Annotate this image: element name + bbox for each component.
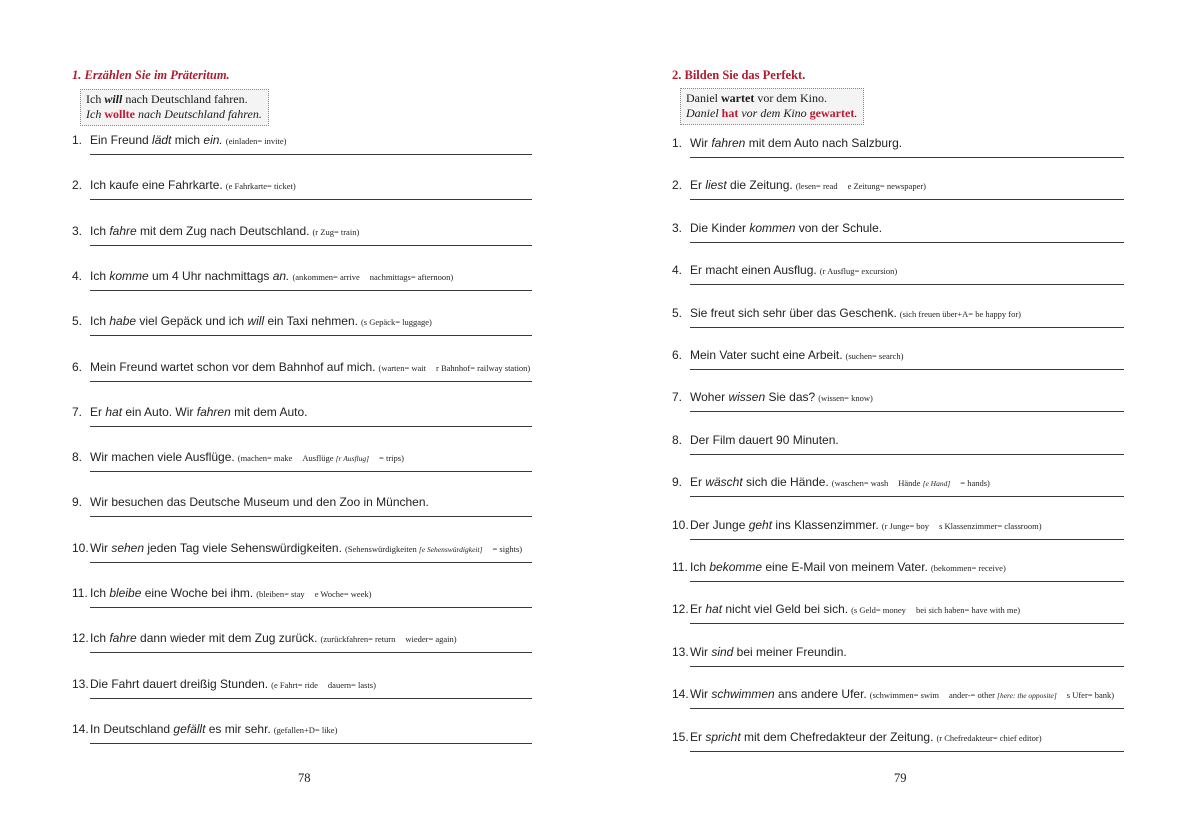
hint-text: wieder= again) (405, 634, 457, 645)
answer-line[interactable] (690, 199, 1124, 200)
answer-line[interactable] (90, 426, 532, 427)
vocabulary-hint (256, 589, 371, 599)
sentence-text: mit dem Auto nach Salzburg. (745, 136, 903, 150)
sentence-text: die Zeitung. (726, 178, 793, 193)
exercise-item (72, 449, 532, 467)
example-text: Daniel (686, 106, 722, 120)
vocabulary-hint (851, 605, 1020, 615)
sentence-text: ins Klassenzimmer. (772, 517, 879, 532)
exercise-number: 12. (72, 631, 89, 646)
exercise-item (72, 721, 532, 738)
hint-text: (zurückfahren= return (320, 634, 396, 645)
exercise-item (672, 559, 1124, 576)
exercise-item (72, 177, 532, 194)
sentence-text: Die Fahrt dauert dreißig Stunden. (90, 676, 269, 691)
example-text: wartet (721, 91, 755, 105)
answer-line[interactable] (690, 751, 1124, 752)
exercise-item (72, 268, 532, 285)
exercise-sentence (672, 517, 1124, 534)
sentence-text: fahre (109, 631, 137, 646)
example-line-past (86, 107, 262, 122)
example-box (680, 88, 864, 125)
exercise-item (672, 474, 1124, 492)
exercise-sentence (672, 220, 1124, 236)
exercise-sentence (672, 644, 1124, 660)
sentence-text: Der Film dauert 90 Minuten. (690, 432, 839, 447)
exercise-number: 7. (72, 404, 83, 419)
vocabulary-hint (936, 733, 1041, 743)
exercise-sentence (72, 630, 532, 647)
sentence-text: In Deutschland (90, 721, 174, 736)
answer-line[interactable] (690, 539, 1124, 540)
hint-text: (bleiben= stay (256, 589, 305, 599)
sentence-text: Woher (690, 390, 729, 405)
sentence-text: Ein Freund (90, 133, 153, 147)
exercise-item (672, 177, 1124, 194)
exercise-sentence (672, 559, 1124, 576)
answer-line[interactable] (90, 516, 532, 517)
answer-line[interactable] (90, 562, 532, 563)
vocabulary-hint (846, 351, 904, 361)
hint-text: (waschen= wash (831, 478, 889, 489)
exercise-number: 11. (72, 586, 88, 600)
sentence-text: Ich (90, 631, 110, 646)
exercise-number: 14. (72, 721, 89, 736)
exercise-item (672, 517, 1124, 534)
sentence-text: gefällt (173, 721, 206, 736)
vocabulary-hint (796, 181, 926, 191)
answer-line[interactable] (690, 496, 1124, 497)
answer-line[interactable] (90, 607, 532, 608)
hint-text: (e Fahrkarte= ticket) (225, 181, 296, 192)
exercise-number: 5. (72, 314, 83, 329)
vocabulary-hint (226, 181, 296, 191)
example-text: Ich (86, 107, 105, 121)
answer-line[interactable] (90, 154, 532, 155)
sentence-text: wäscht (705, 475, 743, 490)
exercise-item (672, 729, 1124, 746)
sentence-text: dann wieder mit dem Zug zurück. (136, 631, 318, 646)
exercise-sentence (72, 676, 532, 693)
hint-text: Ausflüge (302, 453, 336, 464)
example-text: gewartet (809, 106, 855, 120)
vocabulary-hint (820, 266, 898, 276)
sentence-text: Er (690, 475, 706, 490)
answer-line[interactable] (90, 245, 532, 246)
sentence-text: bei meiner Freundin. (733, 644, 847, 659)
exercise-number: 14. (672, 687, 689, 702)
hint-text: (suchen= search) (845, 351, 904, 361)
hint-text: (e Fahrt= ride (271, 679, 318, 690)
answer-line[interactable] (90, 290, 532, 291)
hint-text: (s Gepäck= luggage) (360, 317, 432, 328)
sentence-text: sich die Hände. (742, 475, 829, 490)
sentence-text: Er (90, 404, 106, 419)
sentence-text: spricht (705, 729, 741, 744)
exercise-item (672, 601, 1124, 618)
sentence-text: lädt (152, 133, 172, 147)
sentence-text: Mein Vater sucht eine Arbeit. (690, 348, 843, 362)
sentence-text: bekomme (709, 560, 763, 574)
example-text: vor dem Kino. (754, 91, 827, 105)
answer-line[interactable] (90, 381, 532, 382)
sentence-text: viel Gepäck und ich (136, 314, 248, 329)
hint-text: bei sich haben= have with me) (915, 605, 1021, 616)
exercise-item (72, 676, 532, 693)
sentence-text: mit dem Auto. (230, 404, 308, 419)
vocabulary-hint (274, 725, 338, 735)
exercise-item (72, 404, 532, 420)
hint-text: nachmittags= afternoon) (369, 271, 454, 282)
exercise-number: 6. (672, 348, 683, 362)
vocabulary-hint (271, 680, 376, 690)
exercise-sentence (72, 585, 532, 602)
exercise-sentence (72, 540, 532, 558)
answer-line[interactable] (690, 284, 1124, 285)
hint-text: (machen= make (237, 453, 293, 464)
exercise-number: 9. (72, 495, 83, 510)
exercise-number: 15. (672, 729, 689, 744)
vocabulary-hint (226, 136, 287, 146)
hint-text: (lesen= read (795, 181, 838, 192)
sentence-text: es mir sehr. (205, 721, 271, 736)
exercise-number: 6. (72, 359, 83, 374)
exercise-item (672, 262, 1124, 279)
sentence-text: fahren (711, 136, 746, 150)
sentence-text: Mein Freund wartet schon vor dem Bahnhof auf mich. (90, 359, 376, 374)
hint-text: e Zeitung= newspaper) (847, 181, 927, 192)
exercise-number: 13. (672, 644, 689, 659)
sentence-text: Ich (90, 223, 110, 238)
sentence-text: hat (105, 404, 123, 419)
hint-text: r Bahnhof= railway station) (436, 362, 531, 373)
answer-line[interactable] (90, 199, 532, 200)
answer-line[interactable] (690, 411, 1124, 412)
vocabulary-hint (818, 393, 873, 403)
page-right (672, 0, 1124, 829)
answer-line[interactable] (690, 157, 1124, 158)
hint-text: s Klassenzimmer= classroom) (939, 520, 1042, 531)
hint-text: (warten= wait (378, 362, 426, 373)
vocabulary-hint (378, 363, 530, 373)
sentence-text: Wir (690, 136, 712, 150)
exercise-item (72, 223, 532, 240)
vocabulary-hint (238, 453, 404, 463)
exercise-number: 4. (672, 263, 683, 278)
hint-text: (r Zug= train) (312, 226, 360, 237)
sentence-text: mit dem Zug nach Deutschland. (136, 223, 310, 238)
exercise-item (72, 313, 532, 330)
exercise-number: 12. (672, 602, 689, 617)
sentence-text: schwimmen (711, 687, 775, 702)
sentence-text: mich (171, 133, 204, 147)
exercise-sentence (672, 135, 1124, 151)
sentence-text: hat (705, 602, 723, 617)
exercise-sentence (72, 313, 532, 330)
answer-line[interactable] (690, 581, 1124, 582)
answer-line[interactable] (90, 743, 532, 744)
sentence-text: ans andere Ufer. (774, 687, 867, 702)
example-line-present (86, 92, 262, 107)
sentence-text: sind (711, 644, 734, 659)
exercise-sentence (72, 177, 532, 194)
sentence-text: Ich (90, 314, 110, 329)
hint-text: [r Ausflug] (335, 454, 370, 464)
vocabulary-hint (900, 309, 1021, 319)
exercise-number: 3. (672, 220, 683, 235)
exercise-number: 1. (72, 133, 83, 147)
example-text: Ich (86, 92, 105, 106)
exercise-number: 9. (672, 475, 683, 490)
exercise-number: 7. (672, 390, 683, 405)
example-text: vor dem Kino (738, 106, 810, 120)
exercise-item (672, 305, 1124, 322)
sentence-text: Er (690, 729, 706, 744)
exercise-sentence (672, 729, 1124, 746)
sentence-text: eine Woche bei ihm. (141, 586, 254, 600)
hint-text: (gefallen+D= like) (273, 724, 338, 735)
vocabulary-hint (832, 478, 990, 488)
hint-text: Hände (898, 478, 923, 489)
exercise-item (672, 220, 1124, 236)
exercise-number: 10. (72, 540, 89, 555)
sentence-text: bleibe (109, 586, 142, 600)
vocabulary-hint (292, 272, 453, 282)
exercise-item (72, 585, 532, 602)
vocabulary-hint (931, 563, 1006, 573)
exercise-sentence (672, 389, 1124, 406)
sentence-text: von der Schule. (795, 220, 883, 235)
sentence-text: Die Kinder (690, 220, 750, 235)
exercise-sentence (672, 305, 1124, 322)
example-text: will (104, 92, 123, 106)
sentence-text: Wir machen viele Ausflüge. (90, 450, 235, 465)
hint-text: (sich freuen über+A= be happy for) (899, 308, 1022, 319)
sentence-text: um 4 Uhr nachmittags (148, 268, 273, 283)
page-number: 78 (298, 771, 311, 785)
exercise-number: 2. (72, 178, 83, 193)
exercise-item (672, 347, 1124, 364)
example-text: hat (721, 106, 739, 120)
hint-text: (ankommen= arrive (292, 271, 360, 282)
example-text: wollte (104, 107, 135, 121)
exercise-sentence (72, 359, 532, 376)
answer-line[interactable] (90, 471, 532, 472)
exercise-sentence (672, 601, 1124, 618)
exercise-number: 4. (72, 268, 83, 283)
hint-text: (r Junge= boy (881, 520, 930, 531)
hint-text: (s Geld= money (851, 605, 906, 616)
exercise-number: 1. (672, 136, 683, 150)
exercise-item (672, 686, 1124, 704)
sentence-text: geht (748, 517, 773, 532)
sentence-text: Ich kaufe eine Fahrkarte. (90, 178, 223, 193)
sentence-text: Der Junge (690, 517, 749, 532)
sentence-text: liest (705, 178, 727, 193)
example-box (80, 89, 269, 126)
sentence-text: komme (109, 268, 149, 283)
exercise-title: 2. Bilden Sie das Perfekt. (672, 68, 806, 82)
exercise-item (672, 389, 1124, 406)
answer-line[interactable] (690, 708, 1124, 709)
example-line-perfect (686, 106, 857, 121)
sentence-text: ein. (203, 133, 223, 147)
hint-text: ander-= other (949, 690, 998, 701)
vocabulary-hint (312, 227, 359, 237)
hint-text: = trips) (379, 453, 404, 464)
exercise-sentence (72, 268, 532, 285)
sentence-text: fahre (109, 223, 137, 238)
sentence-text: wissen (728, 390, 766, 405)
hint-text: (schwimmen= swim (869, 690, 939, 701)
vocabulary-hint (320, 634, 456, 644)
hint-text: (bekommen= receive) (930, 563, 1006, 573)
exercise-number: 5. (672, 305, 683, 320)
sentence-text: Wir (690, 687, 712, 702)
vocabulary-hint (361, 317, 432, 327)
exercise-number: 13. (72, 676, 89, 691)
sentence-text: ein Taxi nehmen. (264, 314, 358, 329)
answer-line[interactable] (690, 666, 1124, 667)
hint-text: (einladen= invite) (225, 136, 287, 146)
vocabulary-hint (345, 544, 522, 554)
sentence-text: Er (690, 602, 706, 617)
hint-text: (Sehenswürdigkeiten (344, 543, 419, 554)
sentence-text: eine E-Mail von meinem Vater. (762, 560, 928, 574)
exercise-number: 8. (72, 450, 83, 465)
example-line-present (686, 91, 857, 106)
page-number: 79 (894, 771, 907, 785)
exercise-number: 3. (72, 223, 83, 238)
answer-line[interactable] (690, 623, 1124, 624)
exercise-item (72, 630, 532, 647)
sentence-text: Sie freut sich sehr über das Geschenk. (690, 305, 897, 320)
sentence-text: Er macht einen Ausflug. (690, 263, 817, 278)
exercise-item (72, 359, 532, 376)
exercise-sentence (672, 177, 1124, 194)
exercise-title: 1. Erzählen Sie im Präteritum. (72, 68, 230, 82)
hint-text: [here: the opposite] (997, 691, 1057, 701)
exercise-item (672, 644, 1124, 660)
sentence-text: kommen (749, 220, 796, 235)
hint-text: e Woche= week) (314, 589, 372, 599)
vocabulary-hint (882, 521, 1042, 531)
hint-text: [e Sehenswürdigkeit] (418, 544, 483, 554)
exercise-sentence (72, 494, 532, 510)
sentence-text: Ich (90, 268, 110, 283)
answer-line[interactable] (90, 652, 532, 653)
exercise-sentence (72, 223, 532, 240)
sentence-text: Wir (690, 644, 712, 659)
exercise-sentence (672, 686, 1124, 704)
answer-line[interactable] (690, 327, 1124, 328)
sentence-text: nicht viel Geld bei sich. (722, 602, 849, 617)
sentence-text: Wir besuchen das Deutsche Museum und den Zoo in München. (90, 495, 429, 510)
sentence-text: sehen (111, 540, 145, 555)
sentence-text: Ich (690, 560, 710, 574)
sentence-text: Sie das? (765, 390, 816, 405)
sentence-text: Er (690, 178, 706, 193)
exercise-sentence (72, 132, 532, 149)
sentence-text: mit dem Chefredakteur der Zeitung. (740, 729, 934, 744)
exercise-number: 10. (672, 517, 689, 532)
exercise-item (72, 132, 532, 149)
exercise-item (72, 540, 532, 558)
sentence-text: habe (109, 314, 137, 329)
example-text: . (854, 106, 858, 120)
hint-text: [e Hand] (922, 479, 951, 489)
hint-text: = sights) (492, 543, 523, 554)
sentence-text: will (247, 314, 265, 329)
vocabulary-hint (870, 690, 1114, 700)
exercise-sentence (672, 432, 1124, 448)
exercise-sentence (672, 262, 1124, 279)
hint-text: (wissen= know) (818, 393, 873, 404)
example-text: nach Deutschland fahren. (134, 107, 262, 121)
exercise-sentence (672, 347, 1124, 364)
sentence-text: jeden Tag viele Sehenswürdigkeiten. (144, 540, 342, 555)
exercise-item (672, 135, 1124, 151)
answer-line[interactable] (690, 242, 1124, 243)
exercise-item (672, 432, 1124, 448)
exercise-sentence (672, 474, 1124, 492)
answer-line[interactable] (90, 335, 532, 336)
exercise-sentence (72, 721, 532, 738)
exercise-number: 8. (672, 432, 683, 447)
exercise-number: 2. (672, 178, 683, 193)
hint-text: = hands) (960, 478, 990, 489)
answer-line[interactable] (90, 698, 532, 699)
sentence-text: Wir (90, 540, 112, 555)
example-text: nach Deutschland fahren. (122, 92, 248, 106)
exercise-number: 11. (672, 560, 688, 574)
example-text: Daniel (686, 91, 721, 105)
sentence-text: fahren (196, 404, 231, 419)
hint-text: dauern= lasts) (327, 679, 376, 690)
exercise-sentence (72, 449, 532, 467)
page-left (72, 0, 532, 829)
sentence-text: Ich (90, 586, 110, 600)
exercise-item (72, 494, 532, 510)
sentence-text: ein Auto. Wir (122, 404, 197, 419)
hint-text: (r Chefredakteur= chief editor) (936, 732, 1042, 743)
exercise-sentence (72, 404, 532, 420)
answer-line[interactable] (690, 369, 1124, 370)
sentence-text: an. (272, 268, 290, 283)
answer-line[interactable] (690, 454, 1124, 455)
hint-text: (r Ausflug= excursion) (819, 266, 898, 277)
hint-text: s Ufer= bank) (1066, 690, 1115, 701)
